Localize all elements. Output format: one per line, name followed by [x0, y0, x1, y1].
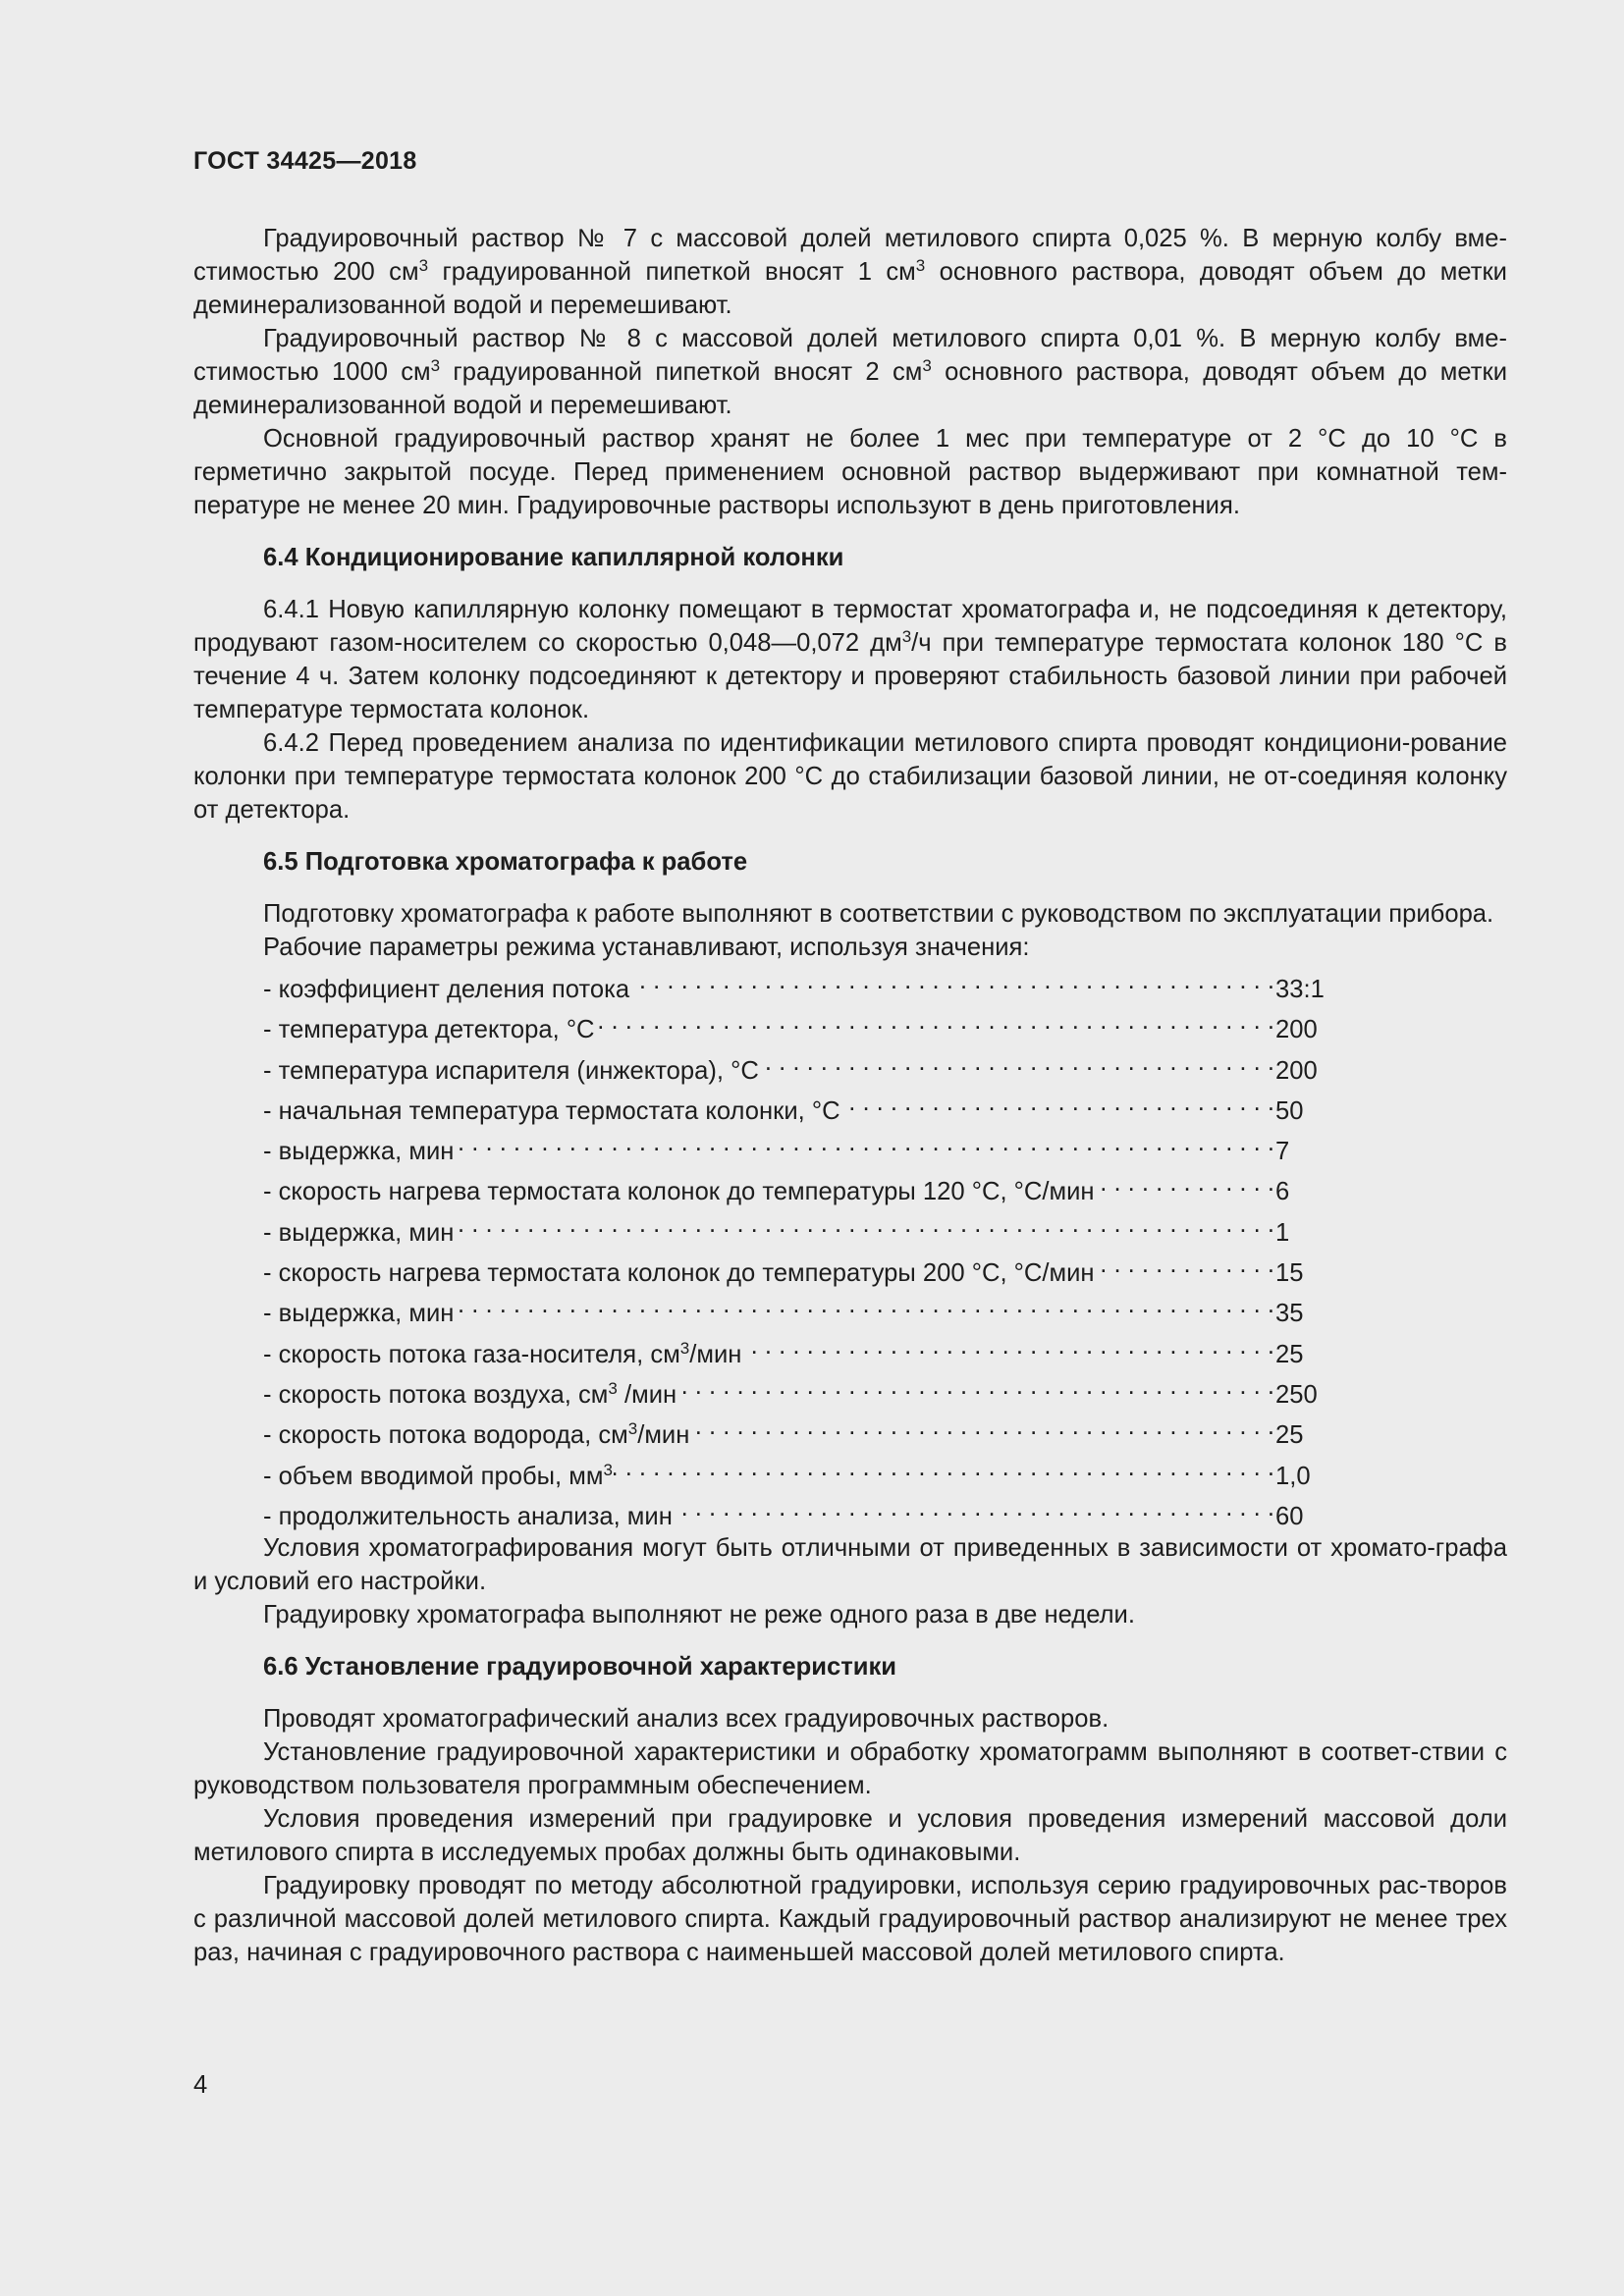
paragraph-calibration-8: Градуировочный раствор № 8 с массовой долей метилового спирта 0,01 %. В мерную колбу вме-стимостью 1000 $см^3$ градуированной пипеткой вносят 2 $см^3$ основного раствора, доводят объем до метки деминерализованной водой и перемешивают.	[193, 325, 1507, 419]
parameter-value: 1	[1275, 1218, 1290, 1247]
parameter-value: 25	[1275, 1340, 1304, 1368]
dot-leader	[455, 1207, 1274, 1241]
parameter-value: 200	[1275, 1016, 1318, 1044]
paragraph-6-4-1: 6.4.1 Новую капиллярную колонку помещают в термостат хроматографа и, не подсоединяя к детектору, продувают газом-носителем со скоростью 0,048—0,072 $дм^3/ч$ при температуре термостата колонок 180 °С в течение 4 ч. Затем колонку подсоединяют к детектору и проверяют стабильность базовой линии при рабочей температуре термостата колонок.	[193, 596, 1508, 723]
parameter-row	[193, 1166, 1507, 1206]
dot-leader	[455, 1126, 1274, 1159]
parameter-label: - выдержка, мин	[263, 1138, 455, 1166]
parameter-row	[193, 1329, 1507, 1368]
parameter-value: 35	[1275, 1300, 1304, 1328]
dot-leader	[596, 1004, 1274, 1038]
parameter-row	[193, 1369, 1507, 1409]
parameter-value: 200	[1275, 1056, 1318, 1085]
paragraph-6-6-4: Градуировку проводят по методу абсолютной градуировки, используя серию градуировочных рас-творов с различной массовой долей метилового спирта. Каждый градуировочный раствор анализируют не менее трех раз, начиная с градуировочного раствора с наименьшей массовой долей метилового спирта.	[193, 1872, 1507, 1967]
parameter-label: - скорость потока воздуха, $см^3$ /мин	[263, 1378, 677, 1409]
dot-leader	[630, 964, 1274, 997]
dot-leader	[677, 1369, 1274, 1403]
parameter-value: 60	[1275, 1502, 1304, 1530]
parameter-label: - скорость потока газа-носителя, $см^3$/мин	[263, 1338, 742, 1368]
parameter-list	[193, 964, 1507, 1530]
paragraph-calibration-frequency: Градуировку хроматографа выполняют не реже одного раза в две недели.	[263, 1601, 1135, 1629]
paragraph-6-6-2: Установление градуировочной характеристики и обработку хроматограмм выполняют в соответ-ствии с руководством пользователя программным обеспечением.	[193, 1738, 1507, 1800]
dot-leader	[841, 1086, 1274, 1119]
dot-leader	[674, 1491, 1274, 1524]
parameter-row	[193, 1288, 1507, 1328]
parameter-row	[193, 1248, 1507, 1288]
parameter-row	[193, 964, 1507, 1003]
parameter-value: 33:1	[1275, 976, 1325, 1003]
parameter-label: - температура детектора, °С	[263, 1016, 595, 1044]
section-heading-6-6: 6.6 Установление градуировочной характеристики	[263, 1653, 897, 1682]
parameter-label: - выдержка, мин	[263, 1218, 455, 1247]
parameter-label: - температура испарителя (инжектора), °С	[263, 1056, 759, 1085]
paragraph-calibration-7: Градуировочный раствор № 7 с массовой долей метилового спирта 0,025 %. В мерную колбу вме-стимостью 200 $см^3$ градуированной пипеткой вносят 1 $см^3$ основного раствора, доводят объем до метки деминерализованной водой и перемешивают.	[193, 225, 1507, 319]
parameter-value: 15	[1275, 1259, 1304, 1288]
section-heading-6-4: 6.4 Кондиционирование капиллярной колонки	[263, 544, 844, 571]
paragraph-6-5-params-intro: Рабочие параметры режима устанавливают, используя значения:	[263, 934, 1030, 961]
dot-leader	[1096, 1248, 1274, 1281]
parameter-value: 25	[1275, 1421, 1304, 1450]
page-content	[193, 222, 1507, 1969]
parameter-value: 1,0	[1275, 1462, 1311, 1490]
parameter-label: - объем вводимой пробы, $мм^3$	[263, 1460, 613, 1490]
paragraph-6-6-1: Проводят хроматографический анализ всех градуировочных растворов.	[263, 1705, 1110, 1734]
parameter-row	[193, 1491, 1507, 1530]
paragraph-chromatography-conditions: Условия хроматографирования могут быть отличными от приведенных в зависимости от хромато-графа и условий его настройки.	[193, 1534, 1507, 1596]
parameter-row	[193, 1451, 1507, 1490]
parameter-label: - скорость потока водорода, $см^3$/мин	[263, 1419, 690, 1450]
parameter-label: - выдержка, мин	[263, 1300, 455, 1328]
dot-leader	[455, 1288, 1274, 1321]
section-heading-6-5: 6.5 Подготовка хроматографа к работе	[263, 848, 748, 876]
paragraph-6-5-intro: Подготовку хроматографа к работе выполняют в соответствии с руководством по эксплуатации прибора.	[263, 900, 1494, 928]
dot-leader	[690, 1410, 1274, 1443]
parameter-label: - скорость нагрева термостата колонок до температуры 200 °С, °С/мин	[263, 1259, 1095, 1288]
parameter-value: 6	[1275, 1178, 1290, 1206]
parameter-row	[193, 1045, 1507, 1085]
parameter-value: 50	[1275, 1096, 1304, 1125]
page-number: 4	[193, 2071, 208, 2099]
paragraph-6-4-2: 6.4.2 Перед проведением анализа по идентификации метилового спирта проводят кондициони-рование колонки при температуре термостата колонок 200 °С до стабилизации базовой линии, не от-соединяя колонку от детектора.	[193, 729, 1507, 824]
parameter-value: 7	[1275, 1138, 1290, 1166]
parameter-row	[193, 1410, 1507, 1450]
parameter-label: - начальная температура термостата колонки, °С	[263, 1096, 840, 1125]
document-code-header: ГОСТ 34425—2018	[193, 147, 417, 175]
paragraph-storage: Основной градуировочный раствор хранят не более 1 мес при температуре от 2 °С до 10 °С в герметично закрытой посуде. Перед применением основной раствор выдерживают при комнатной тем-пературе не менее 20 мин. Градуировочные растворы используют в день приготовления.	[193, 425, 1507, 519]
parameter-value: 250	[1275, 1380, 1318, 1409]
dot-leader	[614, 1451, 1274, 1484]
paragraph-6-6-3: Условия проведения измерений при градуировке и условия проведения измерений массовой доли метилового спирта в исследуемых пробах должны быть одинаковыми.	[193, 1805, 1507, 1867]
dot-leader	[760, 1045, 1274, 1079]
dot-leader	[742, 1329, 1274, 1362]
parameter-row	[193, 1126, 1507, 1166]
parameter-label: - коэффициент деления потока	[263, 976, 630, 1003]
parameter-label: - продолжительность анализа, мин	[263, 1502, 673, 1530]
dot-leader	[1096, 1166, 1274, 1200]
parameter-row	[193, 1086, 1507, 1125]
parameter-row	[193, 1207, 1507, 1247]
parameter-row	[193, 1004, 1507, 1044]
parameter-label: - скорость нагрева термостата колонок до температуры 120 °С, °С/мин	[263, 1178, 1095, 1206]
